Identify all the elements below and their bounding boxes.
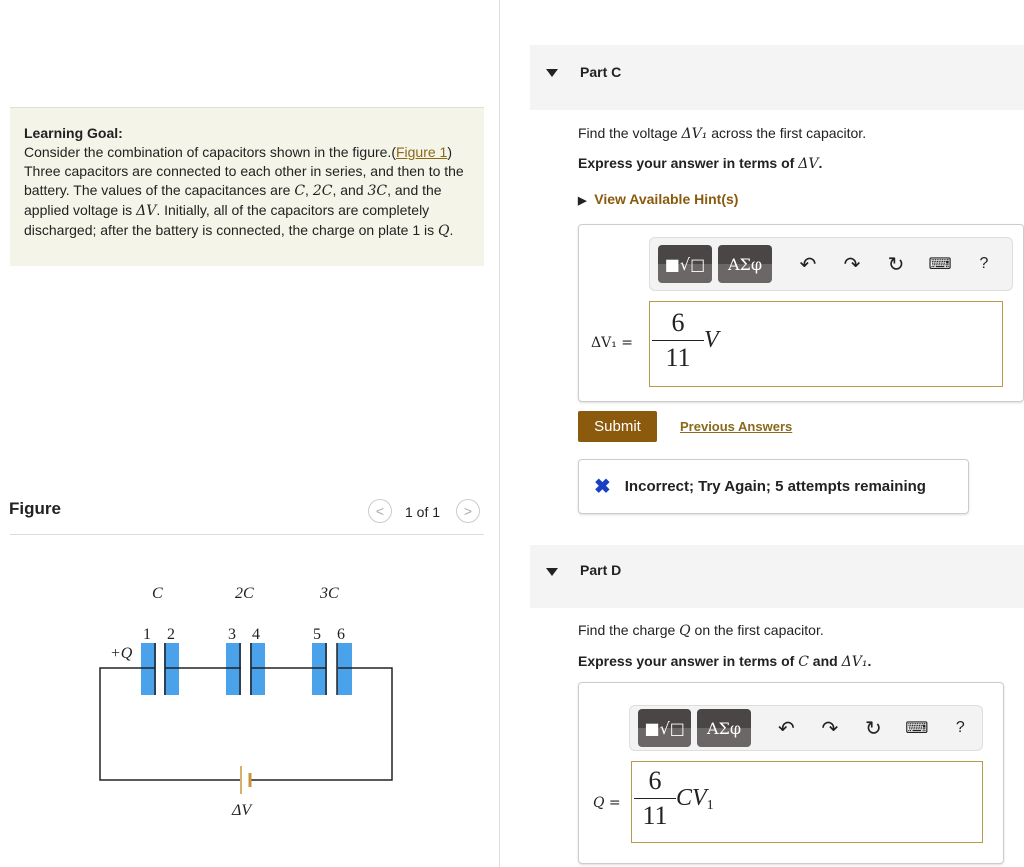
cap-label: 2C <box>235 585 254 602</box>
text: across the first capacitor. <box>707 125 867 141</box>
part-d-instruction <box>578 653 871 670</box>
redo-icon[interactable]: ↷ <box>843 253 861 276</box>
learning-goal-title: Learning Goal: <box>24 125 123 141</box>
feedback-box <box>578 459 969 514</box>
figure-heading: Figure <box>9 499 61 518</box>
greek-button[interactable]: ΑΣφ <box>718 245 772 283</box>
plate-label: 6 <box>337 626 345 643</box>
templates-button[interactable]: ■√□ <box>638 709 691 747</box>
goal-text: , <box>305 182 313 198</box>
part-c-instruction <box>578 155 822 172</box>
help-button[interactable]: ? <box>979 255 989 272</box>
answer-label: ΔV₁ = <box>591 335 634 351</box>
part-c-question <box>578 125 866 142</box>
denominator: 11 <box>665 343 691 372</box>
plate-label: 5 <box>313 626 321 643</box>
reset-icon[interactable]: ↻ <box>887 253 905 276</box>
answer-input[interactable] <box>649 301 1003 387</box>
part-c-header[interactable] <box>530 45 1024 110</box>
text: Express your answer in terms of <box>578 155 799 171</box>
goal-text: , and the applied voltage is <box>24 182 442 218</box>
text: Find the voltage <box>578 125 682 141</box>
help-button[interactable]: ? <box>955 719 965 736</box>
denominator: 11 <box>642 801 668 830</box>
text: . <box>818 155 823 171</box>
math: ΔV₁ <box>681 126 708 142</box>
plate-label: 4 <box>252 626 260 643</box>
numerator: 6 <box>648 766 662 795</box>
prev-figure-button[interactable]: < <box>368 499 392 523</box>
answer-input[interactable] <box>631 761 983 843</box>
undo-icon[interactable]: ↶ <box>799 253 817 276</box>
next-figure-button[interactable]: > <box>456 499 480 523</box>
math: C <box>294 183 306 199</box>
plate-label: 2 <box>167 626 175 643</box>
text: . <box>867 653 872 669</box>
divider <box>10 534 484 535</box>
figure-link[interactable]: Figure 1 <box>395 144 448 160</box>
hints-label: View Available Hint(s) <box>594 191 739 207</box>
goal-text: . <box>449 222 454 238</box>
plate-label: 3 <box>228 626 236 643</box>
math: ΔV <box>136 203 157 219</box>
incorrect-x-icon: ✖ <box>594 476 611 498</box>
goal-text: , and <box>332 182 368 198</box>
undo-icon[interactable]: ↶ <box>778 717 795 740</box>
plate-3 <box>226 643 241 695</box>
math: ΔV <box>798 156 819 172</box>
text: on the first capacitor. <box>690 622 824 638</box>
variable: CV <box>676 785 707 811</box>
expand-triangle-icon: ▶ <box>578 195 587 207</box>
panel-divider <box>499 0 500 867</box>
circuit-diagram <box>80 570 410 820</box>
part-d-header[interactable] <box>530 545 1024 608</box>
part-d-answer-box <box>578 682 1004 864</box>
cap-label: C <box>152 585 163 602</box>
keyboard-icon[interactable]: ⌨ <box>928 256 952 273</box>
redo-icon[interactable]: ↷ <box>821 717 839 740</box>
part-d-title: Part D <box>580 562 622 578</box>
feedback-text: Incorrect; Try Again; 5 attempts remaining <box>624 478 926 495</box>
goal-text: ) Three capacitors are connected to each other in series, and then to the battery. The values of the capacitances are <box>24 144 464 198</box>
math: Q <box>679 623 691 639</box>
plate-1 <box>141 643 156 695</box>
goal-text: . Initially, all of the capacitors are completely discharged; after the battery is connected, the charge on plate 1 is <box>24 202 439 238</box>
cap-label: 3C <box>320 585 339 602</box>
text: Find the charge <box>578 622 680 638</box>
plate-5 <box>312 643 327 695</box>
battery-label: ΔV <box>232 802 252 819</box>
part-c-answer-box <box>578 224 1024 402</box>
reset-icon[interactable]: ↻ <box>864 717 882 740</box>
learning-goal <box>10 107 484 266</box>
plate-2 <box>164 643 179 695</box>
answer-label: Q = <box>593 795 621 811</box>
text: Express your answer in terms of <box>578 653 799 669</box>
battery-icon <box>241 766 250 794</box>
submit-button[interactable]: Submit <box>578 411 657 442</box>
greek-button[interactable]: ΑΣφ <box>697 709 750 747</box>
math: Q <box>438 223 450 239</box>
math: C <box>798 654 809 670</box>
templates-button[interactable]: ■√□ <box>658 245 712 283</box>
plate-4 <box>250 643 265 695</box>
text: and <box>808 653 842 669</box>
variable: V <box>704 327 719 353</box>
figure-pager: 1 of 1 <box>405 504 441 520</box>
part-d-question <box>578 622 824 639</box>
math: 3C <box>367 183 388 199</box>
collapse-triangle-icon <box>546 69 558 77</box>
goal-text: Consider the combination of capacitors shown in the figure.( <box>24 144 396 160</box>
numerator: 6 <box>671 308 685 337</box>
plate-label: 1 <box>143 626 151 643</box>
math: ΔV₁ <box>841 654 868 670</box>
view-hints-link[interactable] <box>578 191 738 207</box>
subscript: 1 <box>706 797 714 813</box>
math-toolbar <box>649 237 1013 291</box>
math-toolbar <box>629 705 983 751</box>
previous-answers-link[interactable]: Previous Answers <box>680 419 793 434</box>
math: 2C <box>312 183 333 199</box>
collapse-triangle-icon <box>546 568 558 576</box>
part-c-title: Part C <box>580 64 622 80</box>
keyboard-icon[interactable]: ⌨ <box>905 720 929 737</box>
plate-6 <box>337 643 352 695</box>
charge-label: +Q <box>110 645 133 662</box>
